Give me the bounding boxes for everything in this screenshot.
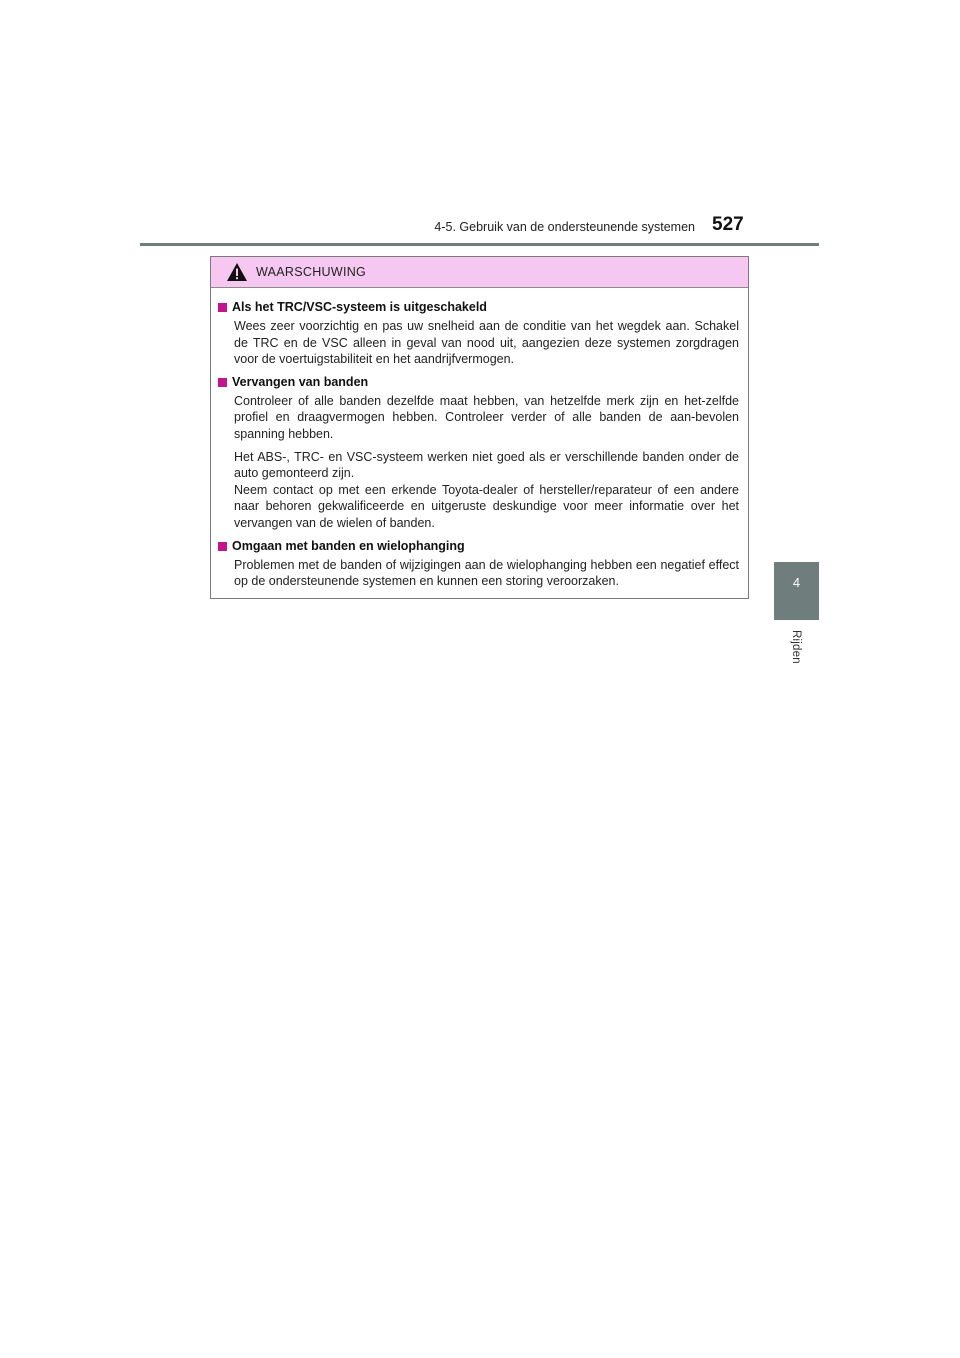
section-paragraph: Controleer of alle banden dezelfde maat hebben, van hetzelfde merk zijn en het-zelfde profiel en draagvermogen hebben. Controleer verder of alle banden de aan-bevolen spanning hebben.: [234, 393, 739, 441]
section-title: Als het TRC/VSC-systeem is uitgeschakeld: [232, 300, 487, 314]
chapter-label-container: [773, 630, 819, 680]
section-heading: [217, 538, 739, 555]
header-rule: [140, 243, 819, 246]
warning-header: [211, 257, 748, 288]
warning-section: [217, 538, 739, 590]
section-heading: [217, 374, 739, 391]
section-title: Vervangen van banden: [232, 374, 369, 389]
warning-section: [217, 299, 739, 368]
section-heading: [217, 299, 739, 316]
square-bullet-icon: [218, 303, 227, 312]
warning-section: [217, 374, 739, 532]
section-paragraph: Wees zeer voorzichtig en pas uw snelheid aan de conditie van het wegdek aan. Schakel de TRC en de VSC alleen in geval van nood uit, aangezien deze systemen zorgdragen voor de voertuigstabiliteit en het aandrijfvermogen.: [234, 319, 739, 367]
section-paragraph: Problemen met de banden of wijzigingen aan de wielophanging hebben een negatief effect op de ondersteunende systemen en kunnen een storing veroorzaken.: [234, 557, 739, 589]
section-header-title: 4-5. Gebruik van de ondersteunende systemen: [434, 220, 695, 234]
chapter-number: 4: [792, 574, 801, 590]
page-number: 527: [712, 214, 744, 235]
chapter-label: Rijden: [790, 630, 802, 664]
warning-body: [211, 288, 748, 590]
section-title: Omgaan met banden en wielophanging: [232, 538, 465, 553]
chapter-tab: [774, 562, 819, 620]
section-paragraph: Het ABS-, TRC- en VSC-systeem werken niet goed als er verschillende banden onder de auto gemonteerd zijn.: [234, 449, 739, 481]
square-bullet-icon: [218, 378, 227, 387]
section-paragraph: Neem contact op met een erkende Toyota-dealer of hersteller/reparateur of een andere naar behoren gekwalificeerde en uitgeruste deskundige voor meer informatie over het vervangen van de wielen of banden.: [234, 482, 739, 530]
warning-label: WAARSCHUWING: [256, 265, 367, 279]
warning-triangle-icon: [226, 262, 248, 282]
square-bullet-icon: [218, 542, 227, 551]
warning-box: [210, 256, 749, 599]
